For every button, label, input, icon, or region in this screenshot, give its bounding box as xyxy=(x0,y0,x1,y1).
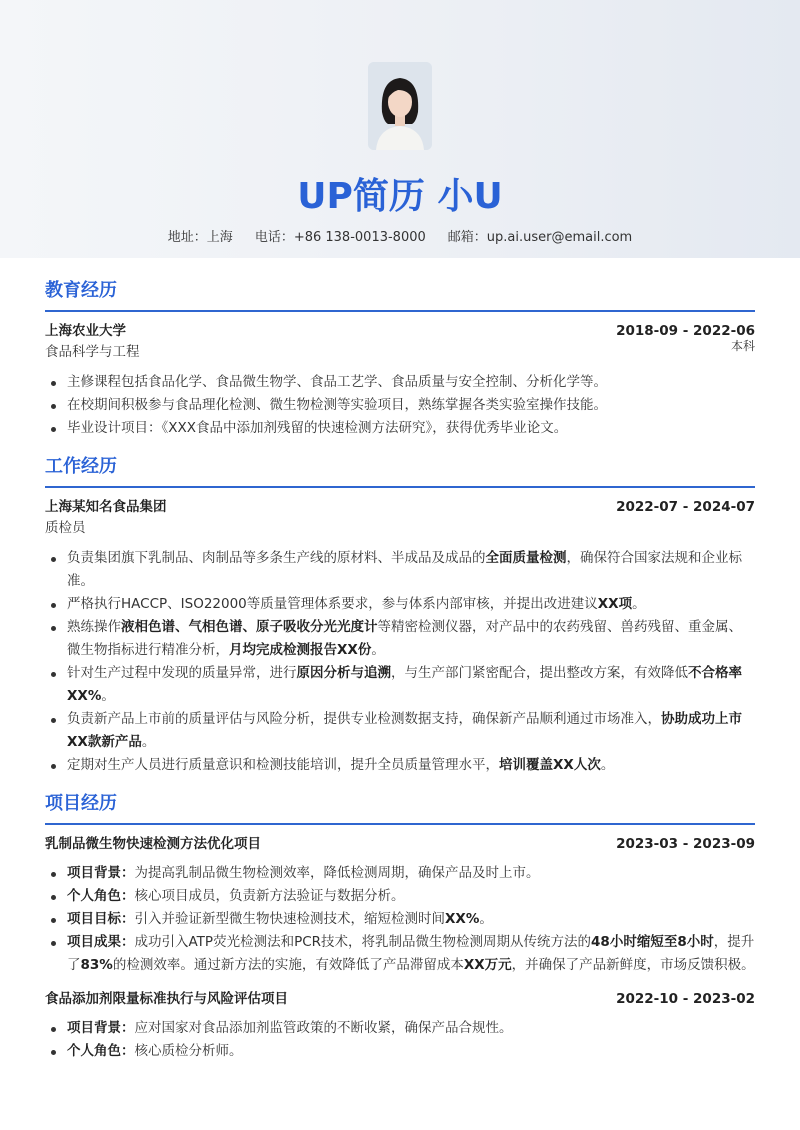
list-item xyxy=(45,862,755,885)
address-label: 地址： xyxy=(167,230,207,245)
text: 应对国家对食品添加剂监管政策的不断收紧，确保产品合规性。 xyxy=(134,1020,513,1036)
text: 。 xyxy=(632,596,646,612)
text: 引入并验证新型微生物快速检测技术，缩短检测时间 xyxy=(134,911,445,927)
entry-subtitle xyxy=(45,341,755,363)
entry-role: 质检员 xyxy=(45,520,86,536)
entry-date: 2022-07 - 2024-07 xyxy=(616,499,755,515)
list-item xyxy=(45,931,755,977)
resume-section xyxy=(45,276,755,440)
text: 针对生产过程中发现的质量异常，进行 xyxy=(67,665,297,681)
entry-header xyxy=(45,834,755,854)
list-item xyxy=(45,616,755,662)
list-item xyxy=(45,908,755,931)
list-item xyxy=(45,885,755,908)
bullet-list xyxy=(45,862,755,977)
bold-text: XX% xyxy=(445,911,480,927)
entry-name: 乳制品微生物快速检测方法优化项目 xyxy=(45,836,261,852)
list-item xyxy=(45,417,755,440)
text: 。 xyxy=(479,911,493,927)
text: ，与生产部门紧密配合，提出整改方案，有效降低 xyxy=(391,665,688,681)
contact-email xyxy=(448,226,632,245)
section-title: 工作经历 xyxy=(45,456,117,477)
bullet-list xyxy=(45,547,755,777)
text: 等精密检测仪器，对产品中的农药残留、兽药残留、重金属、微生物指标进行精准分析， xyxy=(67,619,742,658)
list-item xyxy=(45,662,755,708)
resume-header xyxy=(0,0,800,258)
text: 主修课程包括食品化学、食品微生物学、食品工艺学、食品质量与安全控制、分析化学等。 xyxy=(67,374,607,390)
email-value[interactable]: up.ai.user@email.com xyxy=(486,230,633,245)
text: 为提高乳制品微生物检测效率，降低检测周期，确保产品及时上市。 xyxy=(134,865,540,881)
text: 。 xyxy=(371,642,385,658)
bold-text: 原因分析与追溯 xyxy=(296,665,391,681)
list-item xyxy=(45,1017,755,1040)
contact-address xyxy=(168,226,233,245)
bold-text: XX万元 xyxy=(463,957,512,973)
section-divider xyxy=(45,486,755,488)
list-item xyxy=(45,754,755,777)
text: 定期对生产人员进行质量意识和检测技能培训，提升全员质量管理水平， xyxy=(67,757,499,773)
bullet-list xyxy=(45,1017,755,1063)
text: 。 xyxy=(101,688,115,704)
text: 熟练操作 xyxy=(67,619,121,635)
list-item xyxy=(45,593,755,616)
text: 在校期间积极参与食品理化检测、微生物检测等实验项目，熟练掌握各类实验室操作技能。 xyxy=(67,397,607,413)
text: 核心项目成员，负责新方法验证与数据分析。 xyxy=(134,888,405,904)
entry-header xyxy=(45,497,755,517)
entry-name: 上海某知名食品集团 xyxy=(45,499,167,515)
resume-body xyxy=(0,258,800,1063)
bold-text: 全面质量检测 xyxy=(485,550,567,566)
entry-name: 上海农业大学 xyxy=(45,323,126,339)
contact-info xyxy=(0,226,800,245)
text: ，并确保了产品新鲜度，市场反馈积极。 xyxy=(511,957,755,973)
text: 的检测效率。通过新方法的实施，有效降低了产品滞留成本 xyxy=(112,957,464,973)
section-divider xyxy=(45,823,755,825)
resume-section xyxy=(45,452,755,777)
entry-date: 2018-09 - 2022-06 xyxy=(616,323,755,339)
bold-text: 项目成果： xyxy=(67,934,135,950)
bold-text: 液相色谱、气相色谱、原子吸收分光光度计 xyxy=(121,619,378,635)
entry-date: 2022-10 - 2023-02 xyxy=(616,991,755,1007)
entry-header xyxy=(45,989,755,1009)
bold-text: 月均完成检测报告XX份 xyxy=(229,642,372,658)
resume-section xyxy=(45,789,755,1063)
list-item xyxy=(45,1040,755,1063)
bold-text: 培训覆盖XX人次 xyxy=(499,757,601,773)
section-title: 教育经历 xyxy=(45,280,117,301)
text: 毕业设计项目：《XXX食品中添加剂残留的快速检测方法研究》，获得优秀毕业论文。 xyxy=(67,420,568,436)
list-item xyxy=(45,547,755,593)
bold-text: 48小时缩短至8小时 xyxy=(591,934,714,950)
contact-phone xyxy=(255,226,426,245)
text: 负责新产品上市前的质量评估与风险分析，提供专业检测数据支持，确保新产品顺利通过市场准入， xyxy=(67,711,661,727)
list-item xyxy=(45,394,755,417)
profile-photo xyxy=(368,62,432,150)
entry-subtitle xyxy=(45,517,755,539)
text: ，提升了 xyxy=(67,934,755,973)
text: 。 xyxy=(600,757,615,773)
section-title: 项目经历 xyxy=(45,793,117,814)
bold-text: 不合格率XX% xyxy=(67,665,742,704)
entry-degree: 本科 xyxy=(730,339,755,353)
entry-header xyxy=(45,321,755,341)
text: 核心质检分析师。 xyxy=(134,1043,243,1059)
candidate-name: UP简历 小U xyxy=(297,176,503,217)
bold-text: XX项 xyxy=(597,596,633,612)
bold-text: 协助成功上市XX款新产品 xyxy=(67,711,742,750)
email-label: 邮箱： xyxy=(447,230,487,245)
text: 严格执行HACCP、ISO22000等质量管理体系要求，参与体系内部审核，并提出改进建议 xyxy=(67,596,598,612)
list-item xyxy=(45,708,755,754)
bold-text: 项目背景： xyxy=(67,865,135,881)
entry-role: 食品科学与工程 xyxy=(45,344,140,360)
entry-name: 食品添加剂限量标准执行与风险评估项目 xyxy=(45,991,288,1007)
text: 。 xyxy=(141,734,156,750)
section-divider xyxy=(45,310,755,312)
text: 成功引入ATP荧光检测法和PCR技术，将乳制品微生物检测周期从传统方法的 xyxy=(134,934,592,950)
phone-label: 电话： xyxy=(254,230,294,245)
entry-date: 2023-03 - 2023-09 xyxy=(616,836,755,852)
bold-text: 个人角色： xyxy=(67,888,135,904)
address-value: 上海 xyxy=(206,230,233,245)
bold-text: 个人角色： xyxy=(67,1043,135,1059)
list-item xyxy=(45,371,755,394)
bold-text: 项目目标： xyxy=(67,911,135,927)
phone-value: +86 138-0013-8000 xyxy=(293,230,426,245)
bullet-list xyxy=(45,371,755,440)
text: 负责集团旗下乳制品、肉制品等多条生产线的原材料、半成品及成品的 xyxy=(67,550,486,566)
bold-text: 83% xyxy=(80,957,113,973)
text: ，确保符合国家法规和企业标准。 xyxy=(67,550,742,589)
bold-text: 项目背景： xyxy=(67,1020,135,1036)
